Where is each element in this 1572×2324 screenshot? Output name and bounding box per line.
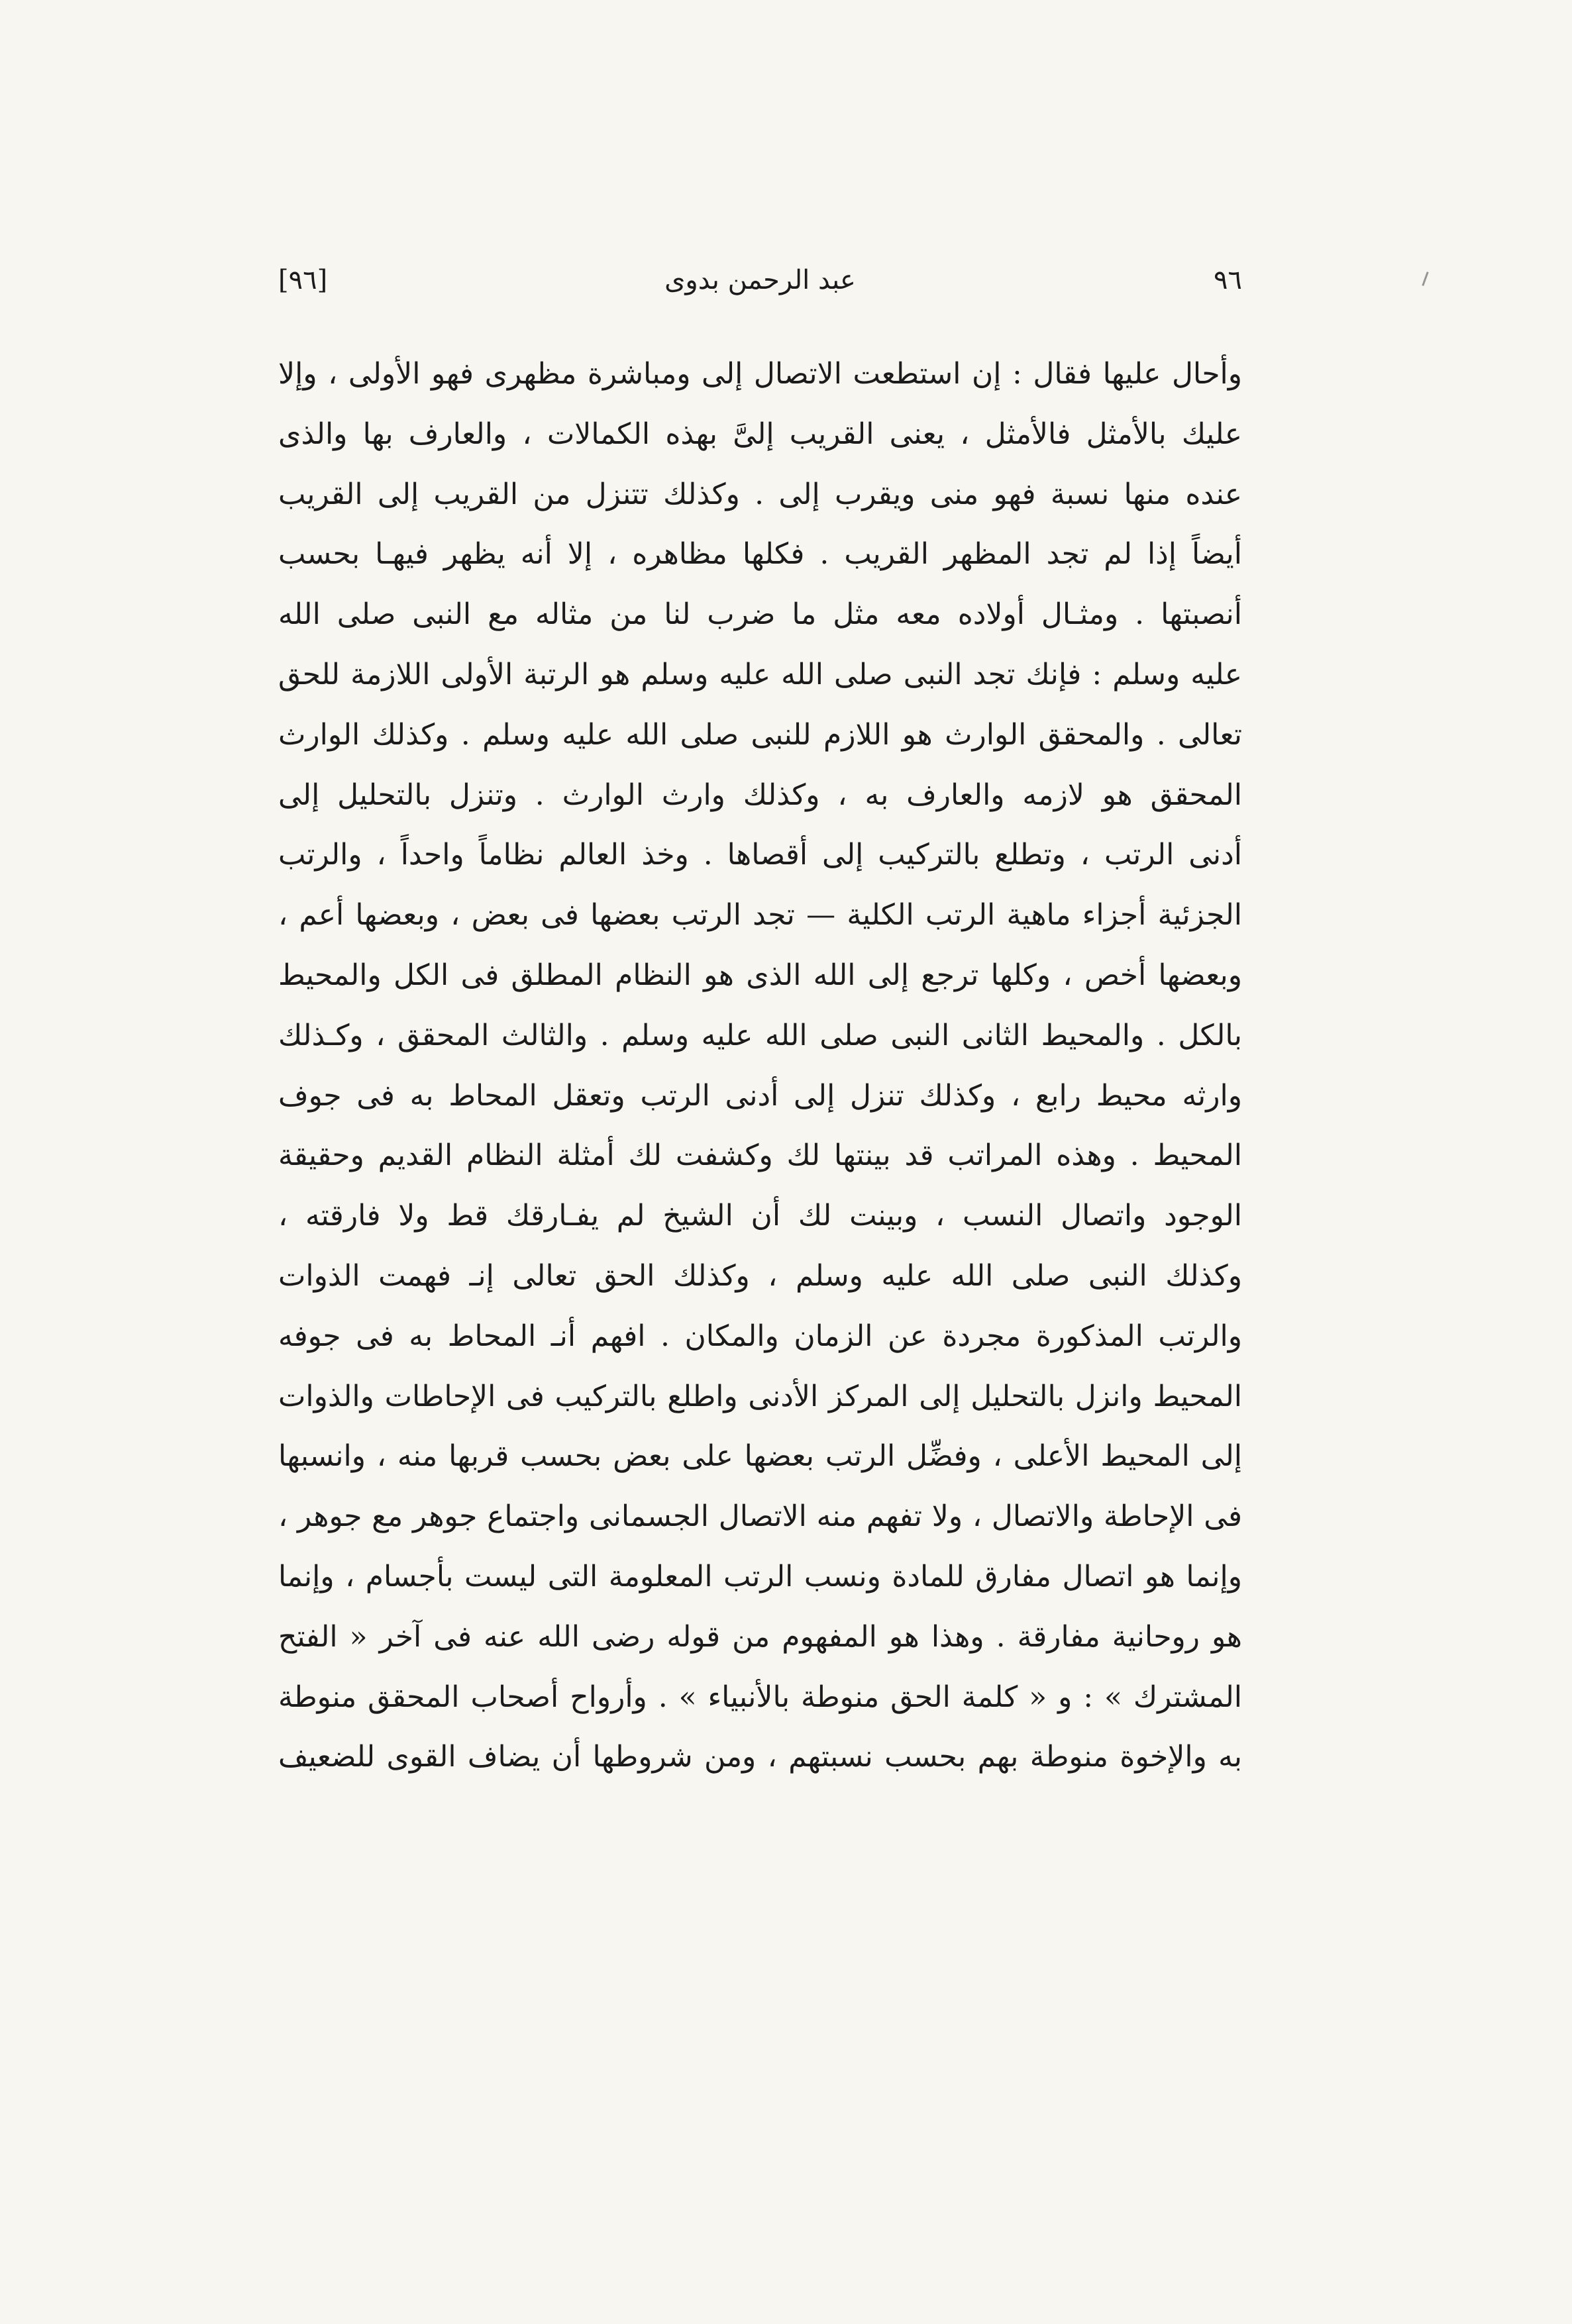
text-line: وارثه محيط رابع ، وكذلك تنزل إلى أدنى الرتب وتعقل المحاط به فى جوف (278, 1078, 1242, 1113)
text-line: أنصبتها . ومثـال أولاده معه مثل ما ضرب لنا من مثاله مع النبى صلى الله (278, 597, 1242, 632)
stray-ink-mark (1422, 272, 1428, 286)
page-header (278, 265, 1242, 311)
text-line: أيضاً إذا لم تجد المظهر القريب . فكلها مظاهره ، إلا أنه يظهر فيهـا بحسب (278, 537, 1242, 572)
text-line: فى الإحاطة والاتصال ، ولا تفهم منه الاتصال الجسمانى واجتماع جوهر مع جوهر ، (278, 1499, 1242, 1534)
page-number: ٩٦ (1214, 265, 1242, 295)
body-text (278, 344, 1242, 1788)
manuscript-page-number: [٩٦] (278, 265, 328, 295)
text-line: تعالى . والمحقق الوارث هو اللازم للنبى صلى الله عليه وسلم . وكذلك الوارث (278, 717, 1242, 752)
text-line: وبعضها أخص ، وكلها ترجع إلى الله الذى هو النظام المطلق فى الكل والمحيط (278, 958, 1242, 992)
text-line: عنده منها نسبة فهو منى ويقرب إلى . وكذلك تتنزل من القريب إلى القريب (278, 477, 1242, 511)
text-line: عليه وسلم : فإنك تجد النبى صلى الله عليه وسلم هو الرتبة الأولى اللازمة للحق (278, 657, 1242, 691)
running-head: عبد الرحمن بدوى (664, 265, 856, 295)
text-line: وكذلك النبى صلى الله عليه وسلم ، وكذلك الحق تعالى إنـ فهمت الذوات (278, 1258, 1242, 1293)
text-line: الجزئية أجزاء ماهية الرتب الكلية — تجد الرتب بعضها فى بعض ، وبعضها أعم ، (278, 898, 1242, 933)
text-line: عليك بالأمثل فالأمثل ، يعنى القريب إلىَّ بهذه الكمالات ، والعارف بها والذى (278, 417, 1242, 451)
text-line: الوجود واتصال النسب ، وبينت لك أن الشيخ لم يفـارقك قط ولا فارقته ، (278, 1199, 1242, 1233)
text-line: بالكل . والمحيط الثانى النبى صلى الله عليه وسلم . والثالث المحقق ، وكـذلك (278, 1018, 1242, 1052)
text-line: وأحال عليها فقال : إن استطعت الاتصال إلى ومباشرة مظهرى فهو الأولى ، وإلا (278, 357, 1242, 391)
text-line: إلى المحيط الأعلى ، وفضِّل الرتب بعضها على بعض بحسب قربها منه ، وانسبها (278, 1439, 1242, 1474)
text-line: أدنى الرتب ، وتطلع بالتركيب إلى أقصاها . وخذ العالم نظاماً واحداً ، والرتب (278, 838, 1242, 872)
text-line: المحيط وانزل بالتحليل إلى المركز الأدنى واطلع بالتركيب فى الإحاطات والذوات (278, 1379, 1242, 1413)
text-line: المحقق هو لازمه والعارف به ، وكذلك وارث الوارث . وتنزل بالتحليل إلى (278, 778, 1242, 812)
text-line: هو روحانية مفارقة . وهذا هو المفهوم من قوله رضى الله عنه فى آخر « الفتح (278, 1619, 1242, 1654)
text-line: به والإخوة منوطة بهم بحسب نسبتهم ، ومن شروطها أن يضاف القوى للضعيف (278, 1740, 1242, 1774)
text-line: وإنما هو اتصال مفارق للمادة ونسب الرتب المعلومة التى ليست بأجسام ، وإنما (278, 1559, 1242, 1593)
text-line: والرتب المذكورة مجردة عن الزمان والمكان . افهم أنـ المحاط به فى جوفه (278, 1319, 1242, 1353)
text-line: المحيط . وهذه المراتب قد بينتها لك وكشفت لك أمثلة النظام القديم وحقيقة (278, 1138, 1242, 1173)
text-line: المشترك » : و « كلمة الحق منوطة بالأنبياء » . وأرواح أصحاب المحقق منوطة (278, 1680, 1242, 1714)
